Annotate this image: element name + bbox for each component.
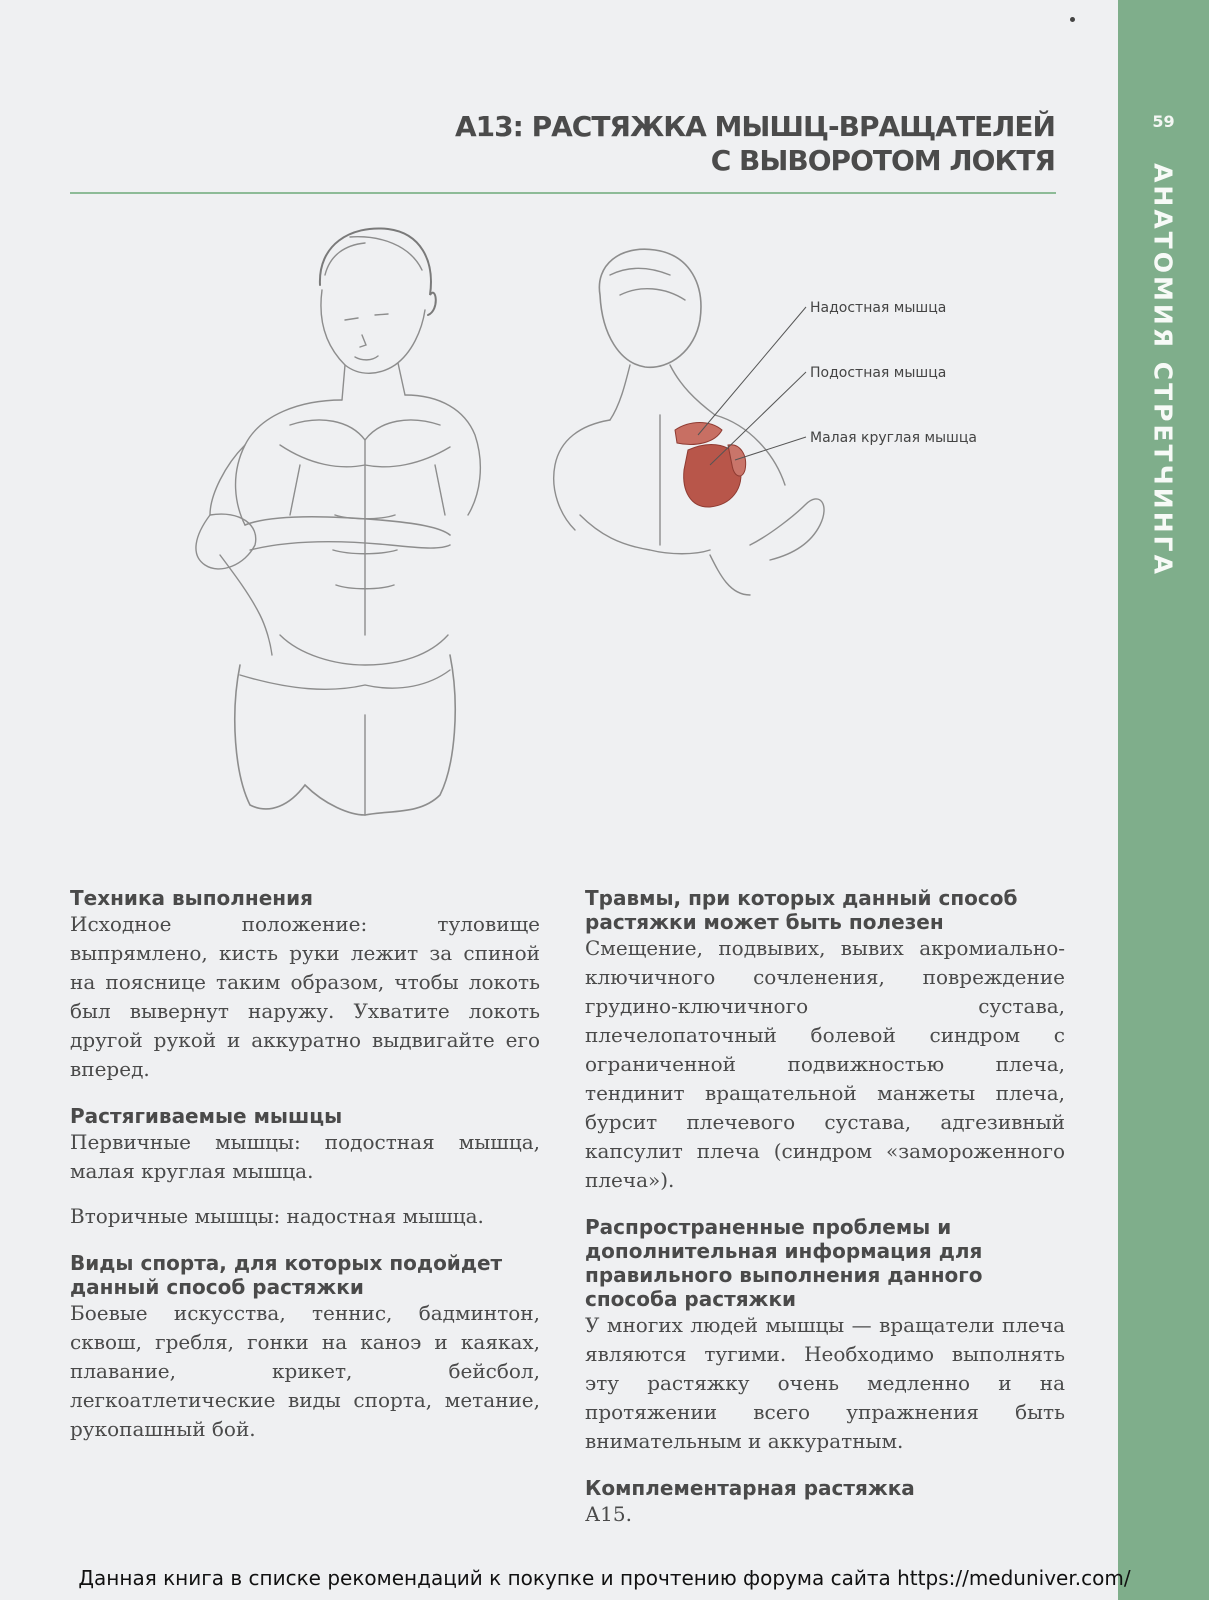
title-line-2: С ВЫВОРОТОМ ЛОКТЯ [710, 144, 1055, 177]
primary-muscles-text: Первичные мышцы: подостная мышца, малая круглая мышца. [70, 1130, 540, 1183]
section-technique [70, 886, 540, 1084]
back-figure [554, 249, 824, 595]
label-infraspinatus: Подостная мышца [810, 365, 947, 381]
title-line-1: А13: РАСТЯЖКА МЫШЦ-ВРАЩАТЕЛЕЙ [455, 110, 1055, 143]
section-sports [70, 1251, 540, 1444]
section-heading: Техника выполнения [70, 886, 313, 910]
page-number: 59 [1152, 112, 1175, 131]
section-muscles [70, 1104, 540, 1231]
section-heading: Комплементарная растяжка [585, 1476, 915, 1500]
section-problems [585, 1215, 1065, 1456]
label-teres-minor: Малая круглая мышца [810, 430, 977, 446]
front-figure [196, 228, 480, 815]
section-heading: Растягиваемые мышцы [70, 1104, 343, 1128]
section-text: А15. [585, 1502, 632, 1526]
secondary-muscles-text: Вторичные мышцы: надостная мышца. [70, 1204, 484, 1228]
left-text-column [70, 886, 540, 1464]
footer-notice: Данная книга в списке рекомендаций к покупке и прочтению форума сайта https://meduniver.com/ [78, 1566, 1131, 1590]
page-title [455, 110, 1055, 178]
section-heading: Виды спорта, для которых подойдет данный способ растяжки [70, 1251, 503, 1299]
label-supraspinatus: Надостная мышца [810, 300, 947, 316]
right-text-column [585, 886, 1065, 1549]
chapter-side-tab [1118, 0, 1209, 1600]
section-text: Исходное положение: туловище выпрямлено, кисть руки лежит за спиной на пояснице таким образом, чтобы локоть был вывернут наружу. Ухватите локоть другой рукой и аккуратно выдвигайте его вперед. [70, 912, 540, 1081]
section-text: У многих людей мышцы — вращатели плеча являются тугими. Необходимо выполнять эту растяжку очень медленно и на протяжении всего упражнения быть внимательным и аккуратным. [585, 1313, 1065, 1453]
label-leader-lines [698, 307, 806, 465]
scan-dot [1070, 17, 1075, 22]
anatomy-drawing [150, 215, 1050, 855]
section-text: Боевые искусства, теннис, бадминтон, сквош, гребля, гонки на каноэ и каяках, плавание, крикет, бейсбол, легкоатлетические виды спорта, метание, рукопашный бой. [70, 1301, 540, 1441]
anatomy-illustration [150, 215, 1050, 855]
section-heading: Распространенные проблемы и дополнительная информация для правильного выполнения данного способа растяжки [585, 1215, 983, 1311]
section-heading: Травмы, при которых данный способ растяжки может быть полезен [585, 886, 1018, 934]
section-text: Смещение, подвывих, вывих акромиально-ключичного сочленения, повреждение грудино-ключичного сустава, плечелопаточный болевой синдром с ограниченной подвижностью плеча, тендинит вращательной манжеты плеча, бурсит плечевого сустава, адгезивный капсулит плеча (синдром «замороженного плеча»). [585, 936, 1065, 1192]
section-complementary [585, 1476, 1065, 1529]
chapter-label: АНАТОМИЯ СТРЕТЧИНГА [1148, 163, 1178, 577]
section-injuries [585, 886, 1065, 1195]
title-divider [70, 192, 1056, 194]
